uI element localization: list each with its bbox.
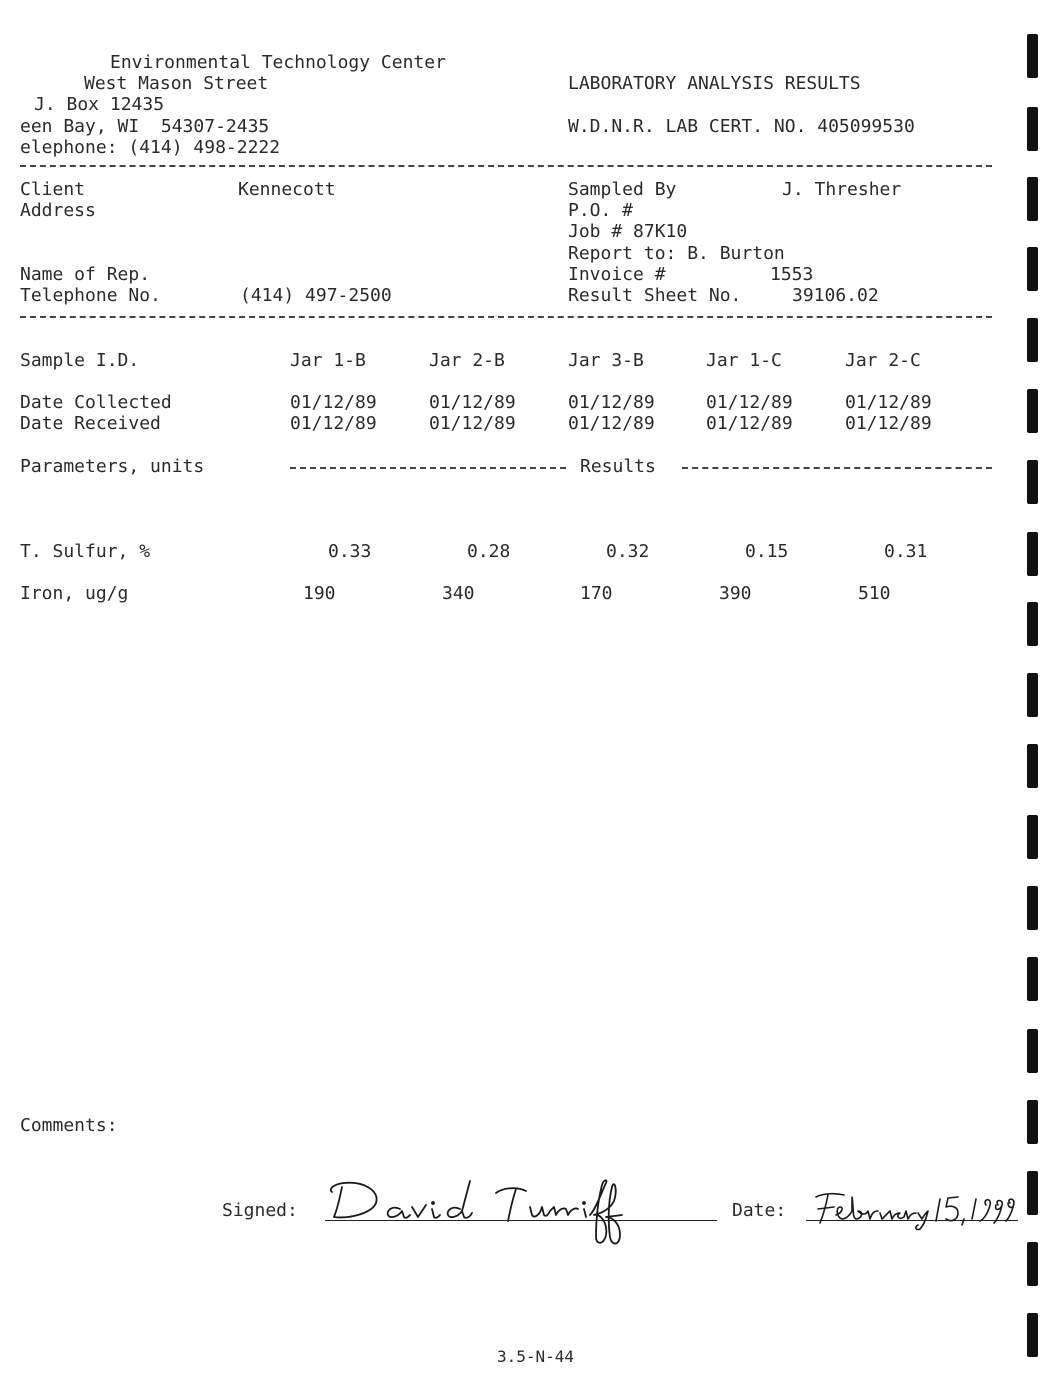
org-po-box: J. Box 12435	[34, 94, 165, 115]
org-city: een Bay, WI 54307-2435	[20, 116, 270, 137]
binder-mark	[1027, 177, 1038, 221]
result-sheet-value: 39106.02	[792, 285, 879, 306]
binder-mark	[1027, 318, 1038, 362]
binder-mark	[1027, 957, 1038, 1001]
results-dash-right	[682, 467, 992, 469]
handwritten-date-image	[808, 1185, 1018, 1233]
invoice-value: 1553	[770, 264, 814, 285]
binder-mark	[1027, 1029, 1038, 1073]
result-value: 510	[858, 583, 891, 604]
sampled-by-label: Sampled By	[568, 179, 677, 200]
result-value: 0.28	[467, 541, 511, 562]
telephone-label: Telephone No.	[20, 285, 161, 306]
date-received: 01/12/89	[568, 413, 655, 434]
report-to: Report to: B. Burton	[568, 243, 785, 264]
binder-mark	[1027, 815, 1038, 859]
client-label: Client	[20, 179, 86, 200]
address-label: Address	[20, 200, 96, 221]
date-collected: 01/12/89	[845, 392, 932, 413]
date-label: Date:	[732, 1200, 787, 1221]
rep-label: Name of Rep.	[20, 264, 151, 285]
result-value: 340	[442, 583, 475, 604]
binder-mark	[1027, 1100, 1038, 1144]
binder-mark	[1027, 389, 1038, 433]
binder-mark	[1027, 107, 1038, 151]
date-collected: 01/12/89	[568, 392, 655, 413]
date-received: 01/12/89	[429, 413, 516, 434]
sampled-by-value: J. Thresher	[782, 179, 902, 200]
divider-mid	[20, 316, 992, 318]
binder-mark	[1027, 744, 1038, 788]
date-collected: 01/12/89	[290, 392, 377, 413]
binder-mark	[1027, 602, 1038, 646]
org-phone: elephone: (414) 498-2222	[20, 137, 281, 158]
results-dash-left	[290, 467, 566, 469]
date-collected: 01/12/89	[706, 392, 793, 413]
telephone-value: (414) 497-2500	[240, 285, 392, 306]
sample-id: Jar 3-B	[568, 350, 644, 371]
result-value: 0.15	[745, 541, 789, 562]
binder-mark	[1027, 532, 1038, 576]
page-reference: 3.5-N-44	[497, 1347, 575, 1366]
parameters-label: Parameters, units	[20, 456, 205, 477]
result-value: 190	[303, 583, 336, 604]
date-received: 01/12/89	[706, 413, 793, 434]
results-label: Results	[580, 456, 656, 477]
sample-id: Jar 1-C	[706, 350, 782, 371]
date-collected: 01/12/89	[429, 392, 516, 413]
report-title: LABORATORY ANALYSIS RESULTS	[568, 73, 861, 94]
binder-mark	[1027, 673, 1038, 717]
binder-mark	[1027, 1171, 1038, 1215]
sample-id: Jar 2-B	[429, 350, 505, 371]
binder-mark	[1027, 247, 1038, 291]
result-value: 0.31	[884, 541, 928, 562]
param-iron-label: Iron, ug/g	[20, 583, 129, 604]
param-sulfur-label: T. Sulfur, %	[20, 541, 151, 562]
org-street: West Mason Street	[84, 73, 269, 94]
job-number: Job # 87K10	[568, 221, 688, 242]
result-value: 170	[580, 583, 613, 604]
po-label: P.O. #	[568, 200, 634, 221]
client-value: Kennecott	[238, 179, 336, 200]
lab-cert: W.D.N.R. LAB CERT. NO. 405099530	[568, 116, 915, 137]
date-received: 01/12/89	[845, 413, 932, 434]
result-sheet-label: Result Sheet No.	[568, 285, 742, 306]
signature-image	[320, 1165, 640, 1250]
result-value: 390	[719, 583, 752, 604]
binder-mark	[1027, 1313, 1038, 1357]
sample-id: Jar 1-B	[290, 350, 366, 371]
invoice-label: Invoice #	[568, 264, 666, 285]
result-value: 0.33	[328, 541, 372, 562]
date-received-label: Date Received	[20, 413, 161, 434]
result-value: 0.32	[606, 541, 650, 562]
sample-id: Jar 2-C	[845, 350, 921, 371]
comments-label: Comments:	[20, 1115, 118, 1136]
binder-mark	[1027, 886, 1038, 930]
binder-mark	[1027, 34, 1038, 78]
binder-mark	[1027, 460, 1038, 504]
org-name: Environmental Technology Center	[110, 52, 446, 73]
date-received: 01/12/89	[290, 413, 377, 434]
divider-top	[20, 165, 992, 167]
date-collected-label: Date Collected	[20, 392, 172, 413]
binder-mark	[1027, 1242, 1038, 1286]
signed-label: Signed:	[222, 1200, 298, 1221]
sample-id-label: Sample I.D.	[20, 350, 140, 371]
